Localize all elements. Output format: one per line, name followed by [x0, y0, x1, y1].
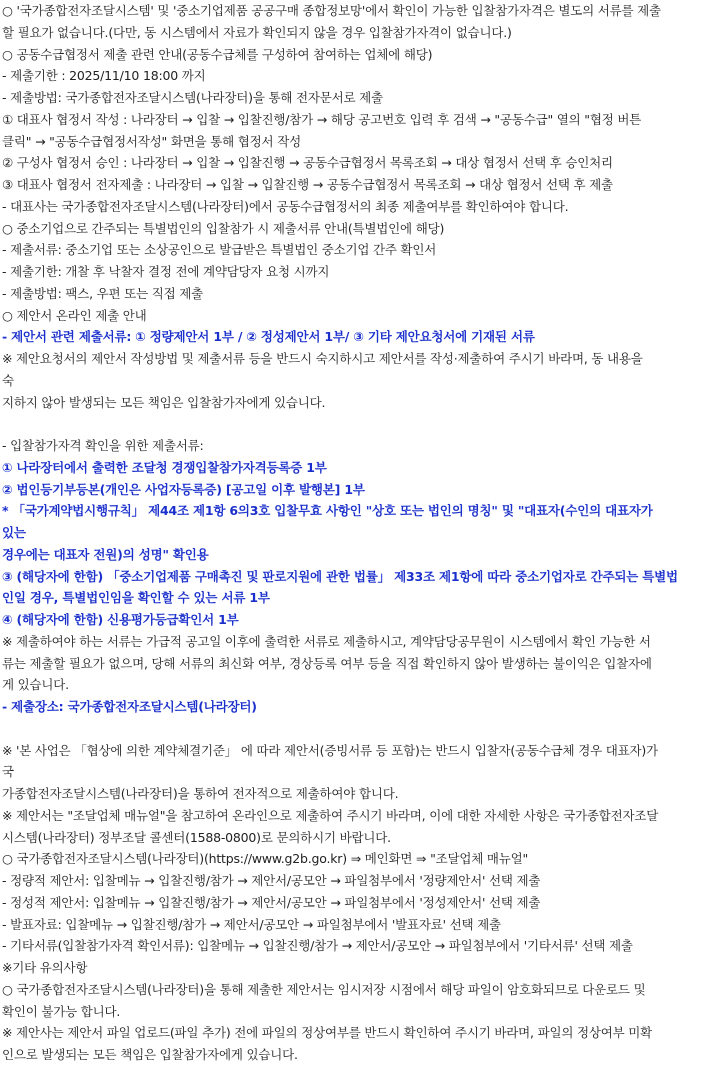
text-line: ○ 국가종합전자조달시스템(나라장터)(https://www.g2b.go.kr) ⇒ 메인화면 ⇒ "조달업체 매뉴얼" — [2, 851, 529, 867]
text-line: 할 필요가 없습니다.(다만, 동 시스템에서 자료가 확인되지 않을 경우 입찰참가자격이 없습니다.) — [2, 24, 512, 40]
text-line: 가종합전자조달시스템(나라장터)을 통하여 전자적으로 제출하여야 합니다. — [2, 786, 399, 801]
text-line: 류는 제출할 필요가 없으며, 당해 서류의 최신화 여부, 경상등록 여부 등을 직접 확인하지 않아 발생하는 불이익은 입찰자에 — [2, 655, 652, 671]
text-line: 인일 경우, 특별법인임을 확인할 수 있는 서류 1부 — [2, 590, 270, 606]
text-line: - 정성적 제안서: 입찰메뉴 → 입찰진행/참가 → 제안서/공모안 → 파일첨부에서 '정성제안서' 선택 제출 — [2, 894, 541, 910]
text-line: 국 — [2, 764, 14, 780]
text-line: ※ 제안사는 제안서 파일 업로드(파일 추가) 전에 파일의 정상여부를 반드시 확인하여 주시기 바라며, 파일의 정상여부 미확 — [2, 1025, 653, 1041]
text-line: ③ 대표사 협정서 전자제출 : 나라장터 → 입찰 → 입찰진행 → 공동수급협정서 목록조회 → 대상 협정서 선택 후 제출 — [2, 177, 613, 192]
page-fade — [0, 1041, 718, 1047]
text-line: - 발표자료: 입찰메뉴 → 입찰진행/참가 → 제안서/공모안 → 파일첨부에서 '발표자료' 선택 제출 — [2, 916, 501, 932]
text-line: ○ 공동수급협정서 제출 관련 안내(공동수급체를 구성하여 참여하는 업체에 해당) — [2, 46, 433, 62]
text-line: ○ 국가종합전자조달시스템(나라장터)을 통해 제출한 제안서는 임시저장 시점에서 해당 파일이 암호화되므로 다운로드 및 — [2, 981, 646, 997]
text-line: ○ '국가종합전자조달시스템' 및 '중소기업제품 공공구매 종합정보망'에서 확인이 가능한 입찰참가자격은 별도의 서류를 제출 — [2, 3, 661, 18]
text-line: 경우에는 대표자 전원)의 성명" 확인용 — [2, 546, 209, 562]
text-line: ④ (해당자에 한함) 신용평가등급확인서 1부 — [2, 612, 239, 627]
text-line: ③ (해당자에 한함) 「중소기업제품 구매촉진 및 판로지원에 관한 법률」 제33조 제1항에 따라 중소기업자로 간주되는 특별법 — [2, 568, 678, 584]
text-line: 확인이 불가능 합니다. — [2, 1003, 121, 1019]
text-line: 시스템(나라장터) 정부조달 콜센터(1588-0800)로 문의하시기 바랍니다. — [2, 829, 391, 845]
text-line: 클릭" → "공동수급협정서작성" 화면을 통해 협정서 작성 — [2, 133, 301, 149]
text-line: ※ 제안서는 "조달업체 매뉴얼"을 참고하여 온라인으로 제출하여 주시기 바라며, 이에 대한 자세한 사항은 국가종합전자조달 — [2, 807, 659, 823]
text-line: 지하지 않아 발생되는 모든 책임은 입찰참가자에게 있습니다. — [2, 394, 326, 410]
text-line: 게 있습니다. — [2, 677, 69, 693]
text-line: 인으로 발생되는 모든 책임은 입찰참가자에게 있습니다. — [2, 1047, 298, 1062]
text-line: - 제출서류: 중소기업 또는 소상공인으로 발급받은 특별법인 중소기업 간주 확인서 — [2, 242, 437, 258]
text-line: - 제출기한: 개찰 후 낙찰자 결정 전에 계약담당자 요청 시까지 — [2, 264, 330, 279]
text-line: - 제출기한 : 2025/11/10 18:00 까지 — [2, 68, 206, 84]
text-line: ② 구성사 협정서 승인 : 나라장터 → 입찰 → 입찰진행 → 공동수급협정서 목록조회 → 대상 협정서 선택 후 승인처리 — [2, 155, 613, 171]
text-line: - 대표사는 국가종합전자조달시스템(나라장터)에서 공동수급협정서의 최종 제출여부를 확인하여야 합니다. — [2, 198, 569, 214]
text-line: ※ 제안요청서의 제안서 작성방법 및 제출서류 등을 반드시 숙지하시고 제안서를 작성·제출하여 주시기 바라며, 동 내용을 — [2, 351, 643, 366]
text-line: - 제출장소: 국가종합전자조달시스템(나라장터) — [2, 699, 257, 714]
text-line: * 「국가계약법시행규칙」 제44조 제1항 6의3호 입찰무효 사항인 "상호 또는 법인의 명칭" 및 "대표자(수인의 대표자가 — [2, 503, 653, 519]
text-line: - 기타서류(입찰참가자격 확인서류): 입찰메뉴 → 입찰진행/참가 → 제안서/공모안 → 파일첨부에서 '기타서류' 선택 제출 — [2, 938, 633, 954]
text-line: - 제안서 관련 제출서류: ① 정량제안서 1부 / ② 정성제안서 1부/ ③ 기타 제안요청서에 기재된 서류 — [2, 329, 535, 345]
text-line: ※ '본 사업은 「협상에 의한 계약체결기준」 에 따라 제안서(증빙서류 등 포함)는 반드시 입찰자(공동수급체 경우 대표자)가 — [2, 742, 658, 758]
text-line: ○ 중소기업으로 간주되는 특별법인의 입찰참가 시 제출서류 안내(특별법인에 해당) — [2, 220, 445, 236]
text-line: ② 법인등기부등본(개인은 사업자등록증) [공고일 이후 발행본] 1부 — [2, 481, 365, 497]
text-line: - 제출방법: 국가종합전자조달시스템(나라장터)을 통해 전자문서로 제출 — [2, 90, 383, 105]
text-line: ① 대표사 협정서 작성 : 나라장터 → 입찰 → 입찰진행/참가 → 해당 공고번호 입력 후 검색 → "공동수급" 열의 "협정 버튼 — [2, 111, 642, 127]
text-line: ※ 제출하여야 하는 서류는 가급적 공고일 이후에 출력한 서류로 제출하시고, 계약담당공무원이 시스템에서 확인 가능한 서 — [2, 633, 651, 649]
text-line: - 입찰참가자격 확인을 위한 제출서류: — [2, 438, 204, 453]
text-line: - 제출방법: 팩스, 우편 또는 직접 제출 — [2, 285, 203, 301]
text-line: ※기타 유의사항 — [2, 960, 88, 975]
text-line: 있는 — [2, 525, 26, 540]
text-line: - 정량적 제안서: 입찰메뉴 → 입찰진행/참가 → 제안서/공모안 → 파일첨부에서 '정량제안서' 선택 제출 — [2, 873, 541, 888]
text-line: 숙 — [2, 372, 14, 388]
text-line: ① 나라장터에서 출력한 조달청 경쟁입찰참가자격등록증 1부 — [2, 459, 327, 475]
text-line: ○ 제안서 온라인 제출 안내 — [2, 307, 147, 323]
